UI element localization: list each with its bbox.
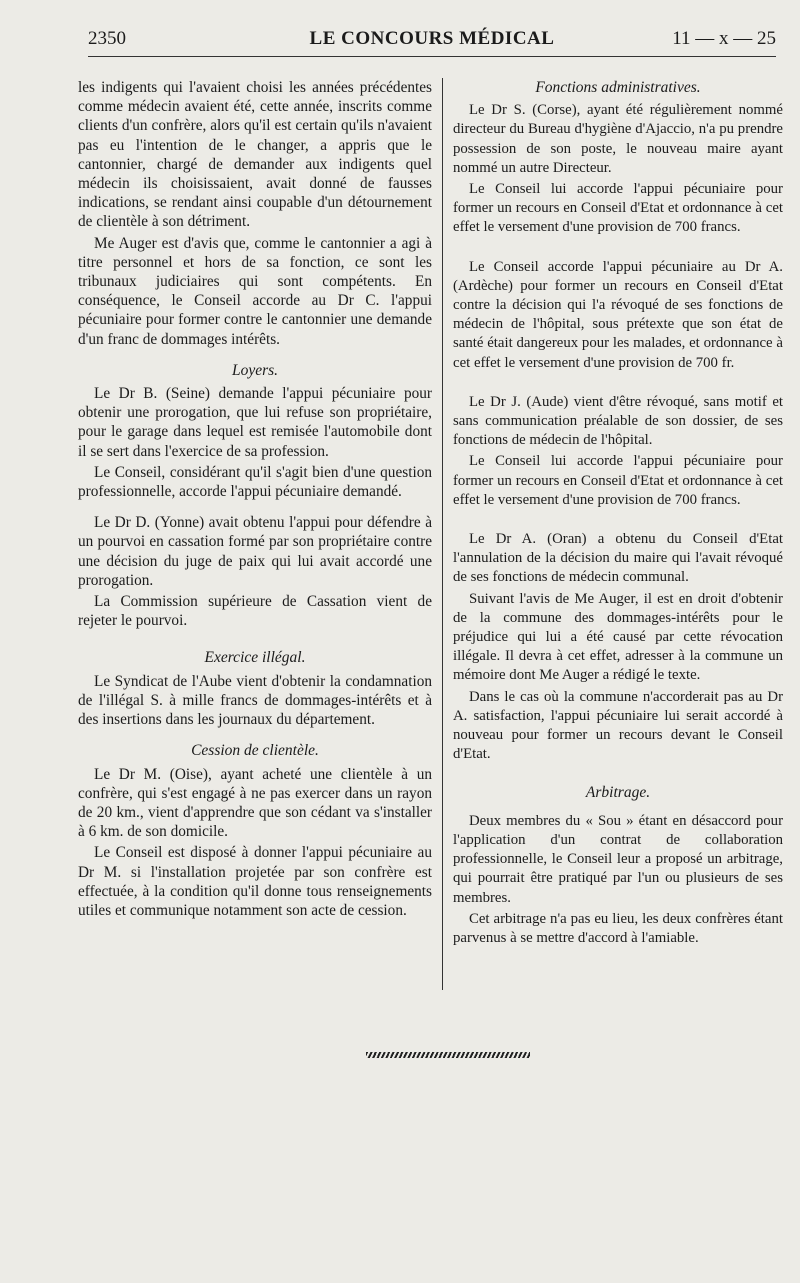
paragraph: Le Dr M. (Oise), ayant acheté une clientèle à un confrère, qui s'est engagé à ne pas exercer dans un rayon de 20 km., vient d'apprendre que son cédant va s'installer à 6 km. de son domicile. [78, 765, 432, 841]
paragraph: Le Dr D. (Yonne) avait obtenu l'appui pour défendre à un pourvoi en cassation formé par son propriétaire contre une décision du juge de paix qui lui avait accordé une prorogation. [78, 514, 432, 589]
paragraph: Le Conseil est disposé à donner l'appui pécuniaire au Dr M. si l'installation projetée par son confrère est effectuée, à la condition qu'il donne tous renseignements utiles et communique notamment son acte de cession. [78, 844, 432, 919]
paragraph: Le Conseil lui accorde l'appui pécuniaire pour former un recours en Conseil d'Etat et ordonnance à cet effet le versement d'une provision de 700 francs. [453, 453, 783, 508]
section-heading-fonctions: Fonctions administratives. [535, 79, 701, 96]
paragraph: Me Auger est d'avis que, comme le cantonnier a agi à titre personnel et hors de sa fonction, ce sont les tribunaux judiciaires qui sont compétents. En conséquence, le Conseil accorde au Dr C. l'appui pécuniaire pour former contre le cantonnier une demande d'un franc de dommages intérêts. [78, 234, 432, 348]
section-heading-cession: Cession de clientèle. [191, 742, 319, 760]
paragraph: Le Dr J. (Aude) vient d'être révoqué, sans motif et sans communication préalable de son dossier, de ses fonctions de médecin de l'hôpital. [453, 393, 783, 449]
page-number: 2350 [88, 28, 126, 49]
end-ornament [366, 1052, 530, 1058]
spacer [453, 512, 783, 530]
section-heading-arbitrage: Arbitrage. [585, 783, 651, 801]
paragraph: Le Conseil lui accorde l'appui pécuniaire pour former un recours en Conseil d'Etat et ordonnance à cet effet le versement d'une provision de 700 francs. [453, 181, 783, 236]
right-column [453, 78, 783, 950]
journal-title: LE CONCOURS MÉDICAL [309, 28, 555, 49]
page-header [88, 26, 776, 57]
spacer [453, 375, 783, 393]
paragraph: Le Syndicat de l'Aube vient d'obtenir la condamnation de l'illégal S. à mille francs de dommages-intérêts et à des insertions dans les journaux du département. [78, 672, 432, 729]
section-heading-loyers: Loyers. [231, 361, 279, 379]
spacer [453, 240, 783, 258]
paragraph: Le Dr A. (Oran) a obtenu du Conseil d'Etat l'annulation de la décision du maire qui l'avait révoqué de ses fonctions de médecin communal. [453, 531, 783, 586]
issue-date: 11 — x — 25 [672, 28, 776, 49]
paragraph: Le Conseil accorde l'appui pécuniaire au Dr A. (Ardèche) pour former un recours en Conseil d'Etat contre la décision qui l'a révoqué de ses fonctions de médecin de l'hôpital, sous prétexte que son état de santé était dangereux pour les malades, et ordonnance à cet effet le versement d'une provision de 700 fr. [453, 258, 783, 371]
left-column [78, 78, 432, 922]
section-heading-exercice-illegal: Exercice illégal. [204, 649, 306, 667]
paragraph: La Commission supérieure de Cassation vient de rejeter le pourvoi. [78, 593, 432, 630]
paragraph: Suivant l'avis de Me Auger, il est en droit d'obtenir de la commune des dommages-intérêts pour le préjudice qui lui a été causé par cette révocation illégale. Il devra à cet effet, adresser à la commune un mémoire dont Me Auger a rédigé le texte. [453, 590, 783, 684]
column-divider [442, 78, 443, 990]
paragraph: Dans le cas où la commune n'accorderait pas au Dr A. satisfaction, l'appui pécuniaire lui serait accordé à nouveau pour former un recours devant le Conseil d'Etat. [453, 688, 783, 763]
paragraph: Le Dr B. (Seine) demande l'appui pécuniaire pour obtenir une prorogation, que lui refuse son propriétaire, pour le garage dans lequel est remisée l'automobile dont il se sert dans l'exercice de sa profession. [78, 385, 432, 460]
paragraph: Le Dr S. (Corse), ayant été régulièrement nommé directeur du Bureau d'hygiène d'Ajaccio, n'a pu prendre possession de son poste, le nouveau maire ayant nommé un autre Directeur. [453, 102, 783, 176]
paragraph: Cet arbitrage n'a pas eu lieu, les deux confrères étant parvenus à se mettre d'accord à l'amiable. [453, 910, 783, 946]
paragraph: Deux membres du « Sou » étant en désaccord pour l'application d'un contrat de collaboration professionnelle, le Conseil leur a proposé un arbitrage, qui pourrait être pratiqué par l'un ou plusieurs de ses membres. [453, 812, 783, 906]
paragraph: Le Conseil, considérant qu'il s'agit bien d'une question professionnelle, accorde l'appui pécuniaire demandé. [78, 463, 432, 501]
paragraph: les indigents qui l'avaient choisi les années précédentes comme médecin avaient été, cette année, inscrits comme clients d'un confrère, alors qu'il est certain qu'ils n'avaient pas eu l'intention de le changer, a appris que le cantonnier, chargé de demander aux indigents quel médecin ils choisissaient, avait donné de fausses indications, se rendant ainsi coupable d'un détournement de clientèle à son détriment. [78, 79, 432, 231]
